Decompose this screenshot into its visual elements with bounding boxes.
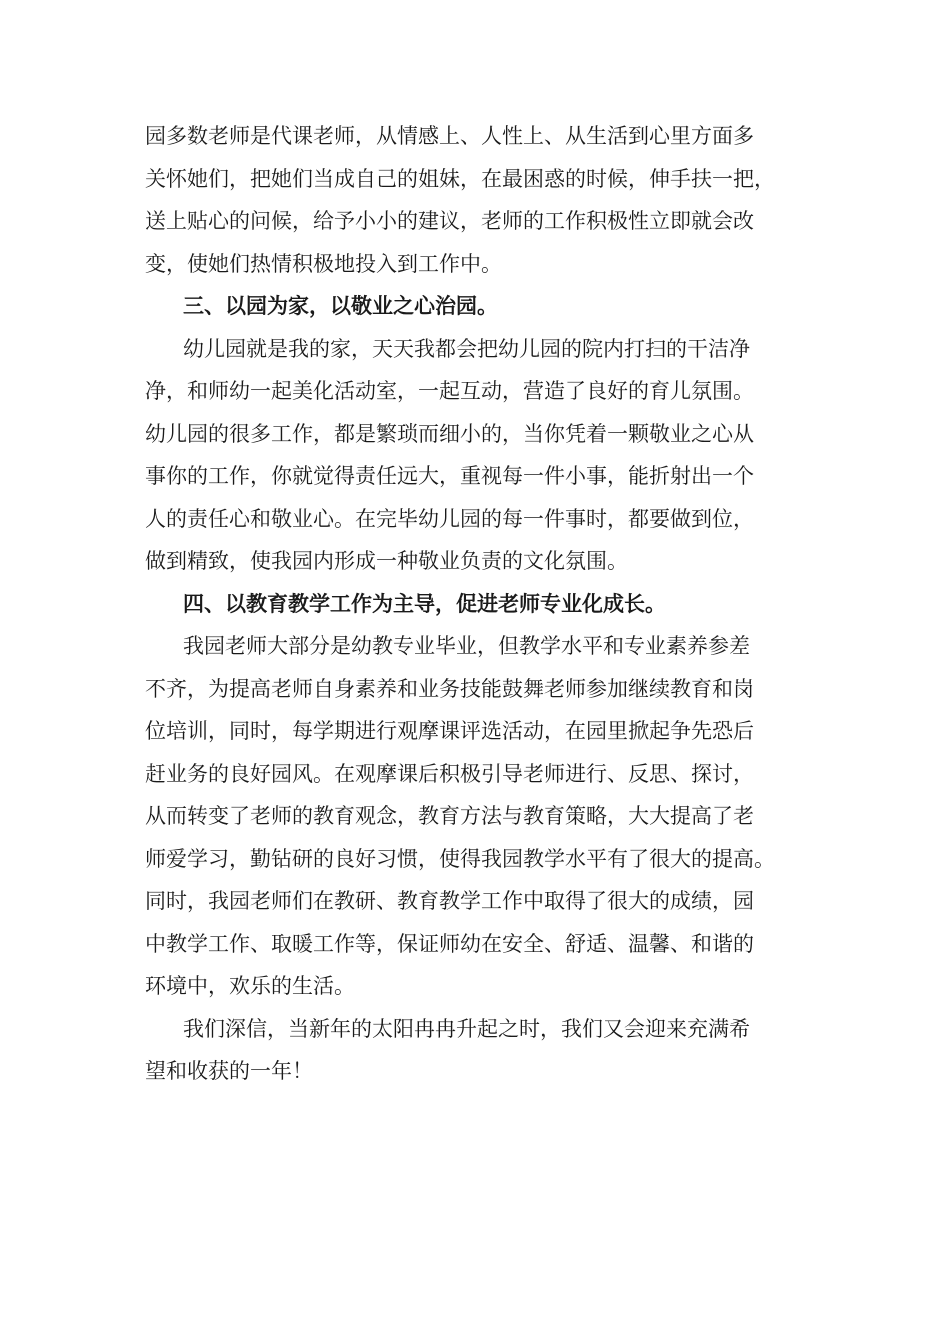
document-body	[145, 115, 815, 1093]
text-line: 园多数老师是代课老师，从情感上、人性上、从生活到心里方面多	[145, 124, 754, 148]
text-line: 赶业务的良好园风。在观摩课后积极引导老师进行、反思、探讨，	[145, 761, 754, 786]
text-line: 中教学工作、取暖工作等，保证师幼在安全、舒适、温馨、和谐的	[145, 931, 754, 956]
text-line: 送上贴心的问候，给予小小的建议，老师的工作积极性立即就会改	[145, 209, 754, 233]
heading-text: 四、以教育教学工作为主导，促进老师专业化成长。	[183, 590, 666, 616]
text-line: 不齐，为提高老师自身素养和业务技能鼓舞老师参加继续教育和岗	[145, 676, 754, 701]
text-line: 师爱学习，勤钻研的良好习惯，使得我园教学水平有了很大的提高。	[145, 846, 775, 871]
text-line: 望和收获的一年！	[145, 1059, 313, 1083]
text-line: 净，和师幼一起美化活动室，一起互动，营造了良好的育儿氛围。	[145, 379, 754, 403]
heading-text: 三、以园为家，以敬业之心治园。	[183, 293, 498, 318]
paragraph-teacher-care	[145, 115, 815, 285]
text-line: 从而转变了老师的教育观念，教育方法与教育策略，大大提高了老	[145, 804, 754, 828]
paragraph-teaching	[145, 625, 815, 1008]
text-line: 幼儿园就是我的家，天天我都会把幼儿园的院内打扫的干洁净	[183, 336, 750, 361]
text-line: 事你的工作，你就觉得责任远大，重视每一件小事，能折射出一个	[145, 464, 754, 488]
text-line: 人的责任心和敬业心。在完毕幼儿园的每一件事时，都要做到位，	[145, 506, 754, 531]
text-line: 我园老师大部分是幼教专业毕业，但教学水平和专业素养参差	[183, 634, 750, 658]
text-line: 同时，我园老师们在教研、教育教学工作中取得了很大的成绩，园	[145, 889, 754, 913]
text-line: 关怀她们，把她们当成自己的姐妹，在最困惑的时候，伸手扶一把，	[145, 166, 775, 191]
section-heading-4	[145, 583, 815, 626]
text-line: 变，使她们热情积极地投入到工作中。	[145, 251, 502, 276]
text-line: 我们深信，当新年的太阳冉冉升起之时，我们又会迎来充满希	[183, 1016, 750, 1041]
text-line: 位培训，同时，每学期进行观摩课评选活动，在园里掀起争先恐后	[145, 719, 754, 743]
text-line: 做到精致，使我园内形成一种敬业负责的文化氛围。	[145, 549, 628, 573]
paragraph-closing	[145, 1008, 815, 1093]
section-heading-3	[145, 285, 815, 328]
paragraph-dedication	[145, 328, 815, 583]
text-line: 环境中，欢乐的生活。	[145, 974, 355, 998]
text-line: 幼儿园的很多工作，都是繁琐而细小的，当你凭着一颗敬业之心从	[145, 421, 754, 446]
